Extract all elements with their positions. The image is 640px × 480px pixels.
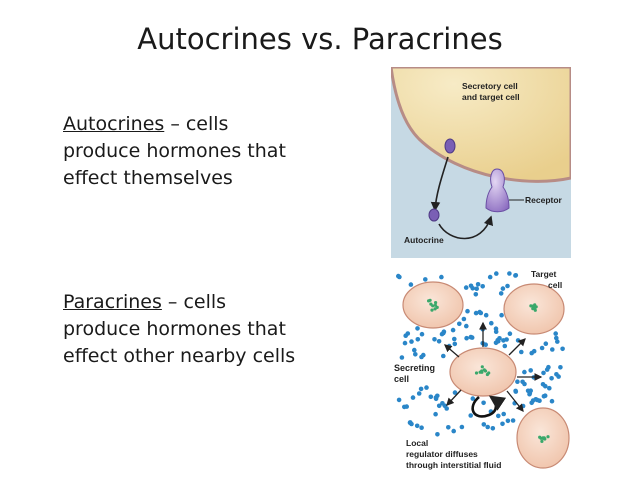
regulator-dot [432, 337, 437, 342]
regulator-dot [400, 355, 405, 360]
regulator-dot [550, 399, 555, 404]
regulator-dot [494, 326, 499, 331]
intracellular-dot [429, 299, 432, 302]
regulator-dot [480, 284, 485, 289]
regulator-dot [529, 351, 534, 356]
regulator-dot [482, 422, 487, 427]
regulator-dot [404, 404, 409, 409]
regulator-dot [494, 271, 499, 276]
regulator-dot [474, 286, 479, 291]
autocrine-term: Autocrines [63, 113, 165, 135]
regulator-dot [403, 341, 408, 346]
regulator-dot [497, 336, 502, 341]
regulator-dot [549, 376, 554, 381]
regulator-dot [419, 387, 424, 392]
intracellular-dot [538, 436, 541, 439]
regulator-dot [411, 395, 416, 400]
regulator-dot [499, 291, 504, 296]
regulator-dot [412, 348, 417, 353]
paracrine-bullet [63, 289, 363, 370]
regulator-dot [474, 292, 479, 297]
regulator-dot [409, 282, 414, 287]
regulator-dot [542, 394, 547, 399]
intracellular-dot [546, 435, 549, 438]
regulator-dot [515, 379, 520, 384]
regulator-dot [415, 326, 420, 331]
regulator-dot [529, 401, 534, 406]
regulator-dot [457, 322, 462, 327]
regulator-dot [511, 418, 516, 423]
intracellular-dot [479, 371, 482, 374]
regulator-dot [464, 324, 469, 329]
regulator-dot [451, 429, 456, 434]
regulator-dot [499, 313, 504, 318]
regulator-dot [464, 285, 469, 290]
regulator-dot [535, 398, 540, 403]
regulator-dot [423, 277, 428, 282]
autocrine-diagram [391, 67, 571, 258]
regulator-dot [452, 337, 457, 342]
autocrine-bullet [63, 111, 363, 192]
regulator-dot [417, 391, 422, 396]
label-secreting-line2: cell [394, 374, 410, 384]
intracellular-dot [434, 301, 437, 304]
intracellular-dot [434, 307, 437, 310]
regulator-dot [437, 404, 442, 409]
regulator-dot [421, 353, 426, 358]
regulator-dot [528, 368, 533, 373]
label-local-line3: through interstitial fluid [406, 460, 502, 470]
regulator-dot [444, 406, 449, 411]
regulator-dot [403, 333, 408, 338]
regulator-dot [560, 347, 565, 352]
regulator-dot [553, 331, 558, 336]
regulator-dot [507, 271, 512, 276]
regulator-dot [416, 337, 421, 342]
regulator-dot [441, 354, 446, 359]
regulator-dot [429, 395, 434, 400]
regulator-dot [413, 352, 418, 357]
regulator-dot [520, 380, 525, 385]
regulator-dot [409, 339, 414, 344]
regulator-dot [503, 344, 508, 349]
regulator-dot [496, 414, 501, 419]
label-secretory-line1: Secretory cell [462, 81, 518, 91]
intracellular-dot [481, 365, 484, 368]
intracellular-dot [487, 371, 490, 374]
regulator-dot [420, 332, 425, 337]
regulator-dot [469, 335, 474, 340]
regulator-dot [554, 372, 559, 377]
regulator-dot [500, 422, 505, 427]
paracrine-line1-rest: – cells [161, 291, 227, 313]
regulator-dot [489, 321, 494, 326]
slide-title: Autocrines vs. Paracrines [137, 22, 503, 56]
regulator-dot [491, 426, 496, 431]
regulator-dot [544, 341, 549, 346]
regulator-dot [558, 365, 563, 370]
intracellular-dot [541, 437, 544, 440]
regulator-dot [541, 371, 546, 376]
regulator-dot [462, 317, 467, 322]
regulator-dot [485, 425, 490, 430]
regulator-dot [397, 275, 402, 280]
regulator-dot [481, 401, 486, 406]
label-receptor: Receptor [525, 195, 562, 205]
paracrine-diagram [391, 265, 571, 480]
hormone-molecule [445, 139, 455, 153]
label-local-line2: regulator diffuses [406, 449, 478, 459]
regulator-dot [543, 384, 548, 389]
paracrine-term: Paracrines [63, 291, 162, 313]
regulator-dot [424, 385, 429, 390]
regulator-dot [435, 394, 440, 399]
regulator-dot [415, 424, 420, 429]
regulator-dot [409, 422, 414, 427]
regulator-dot [460, 425, 465, 430]
label-local-line1: Local [406, 438, 429, 448]
autocrine-line1-rest: – cells [164, 113, 229, 135]
regulator-dot [419, 425, 424, 430]
regulator-dot [477, 310, 482, 315]
label-autocrine: Autocrine [404, 235, 444, 245]
regulator-dot [505, 284, 510, 289]
regulator-dot [528, 388, 533, 393]
regulator-dot [437, 339, 442, 344]
regulator-dot [488, 275, 493, 280]
regulator-dot [435, 432, 440, 437]
hormone-molecule-released [429, 209, 439, 221]
label-secretory-line2: and target cell [462, 92, 520, 102]
regulator-dot [453, 342, 458, 347]
regulator-dot [508, 331, 513, 336]
intracellular-dot [531, 305, 534, 308]
regulator-dot [521, 404, 526, 409]
autocrine-line2: produce hormones that [63, 140, 286, 162]
regulator-dot [501, 286, 506, 291]
regulator-dot [451, 328, 456, 333]
label-secreting-line1: Secreting [394, 363, 436, 373]
regulator-dot [519, 350, 524, 355]
regulator-dot [433, 412, 438, 417]
regulator-dot [555, 339, 560, 344]
regulator-dot [546, 365, 551, 370]
regulator-dot [476, 282, 481, 287]
regulator-dot [501, 412, 506, 417]
regulator-dot [516, 338, 521, 343]
regulator-dot [464, 336, 469, 341]
paracrine-line3: effect other nearby cells [63, 345, 296, 367]
intracellular-dot [430, 309, 433, 312]
autocrine-line3: effect themselves [63, 167, 233, 189]
regulator-dot [506, 419, 511, 424]
intracellular-dot [540, 440, 543, 443]
paracrine-line2: produce hormones that [63, 318, 286, 340]
regulator-dot [522, 370, 527, 375]
regulator-dot [484, 313, 489, 318]
label-target-line1: Target [531, 269, 557, 279]
regulator-dot [540, 346, 545, 351]
intracellular-dot [475, 371, 478, 374]
regulator-dot [501, 338, 506, 343]
label-target-line2: cell [548, 280, 563, 290]
regulator-dot [468, 413, 473, 418]
regulator-dot [465, 309, 470, 314]
regulator-dot [446, 425, 451, 430]
regulator-dot [397, 398, 402, 403]
intracellular-dot [431, 304, 434, 307]
regulator-dot [439, 275, 444, 280]
regulator-dot [441, 331, 446, 336]
regulator-dot [469, 284, 474, 289]
regulator-dot [547, 386, 552, 391]
regulator-dot [513, 389, 518, 394]
regulator-dot [550, 347, 555, 352]
regulator-dot [513, 273, 518, 278]
